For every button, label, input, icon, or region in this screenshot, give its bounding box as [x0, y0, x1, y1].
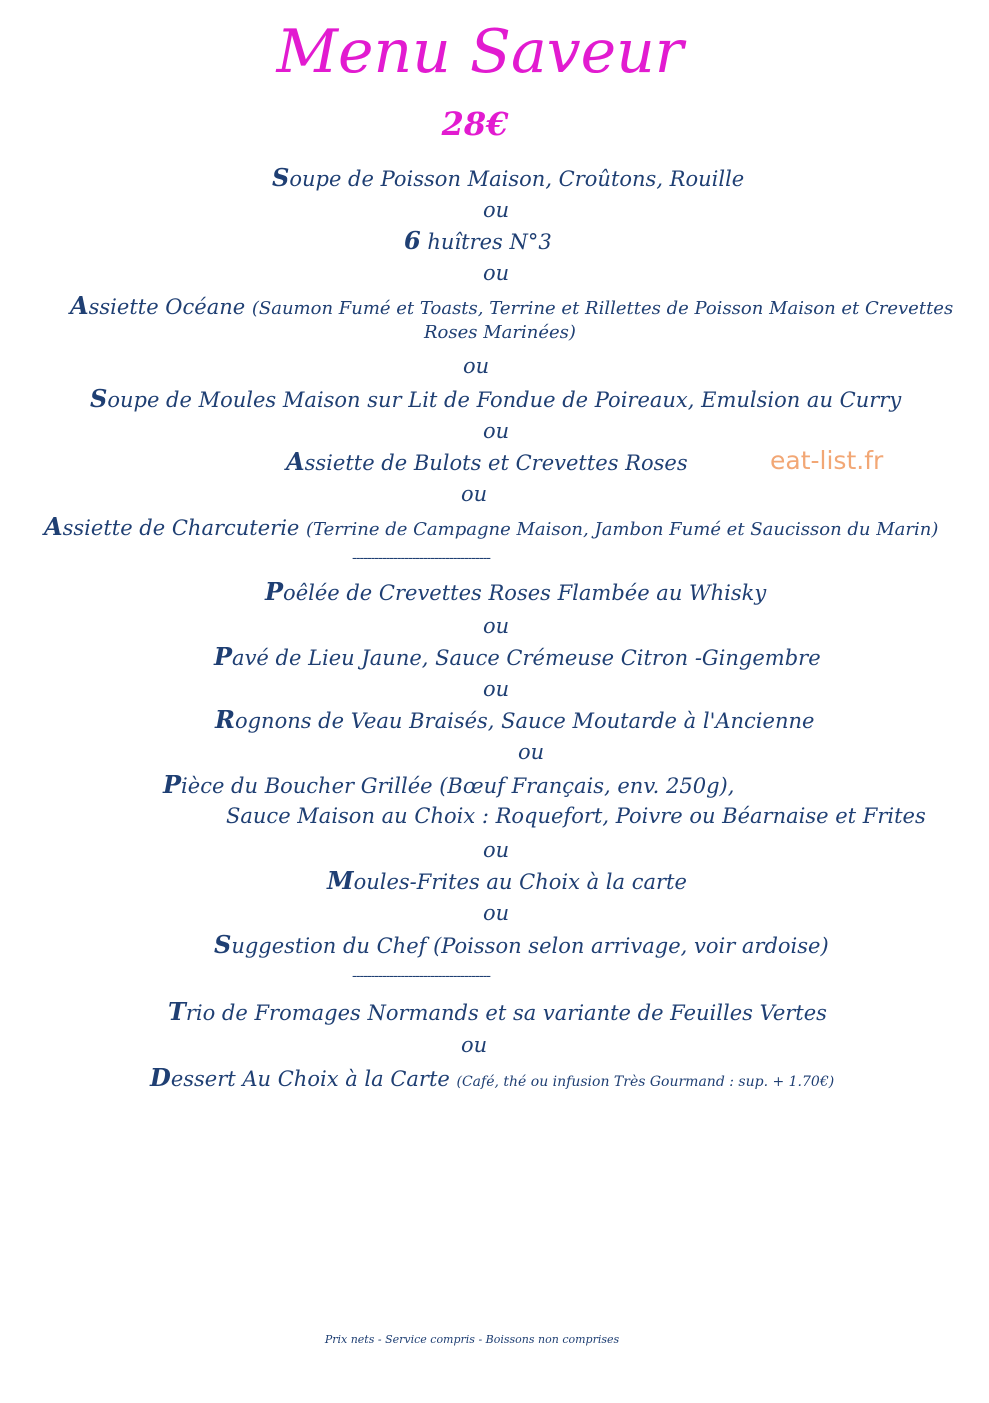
or-separator: ou: [518, 740, 545, 764]
or-separator: ou: [483, 261, 510, 285]
starter-fish-soup: Soupe de Poisson Maison, Croûtons, Rouille: [272, 163, 745, 192]
watermark-logo: eat-list.fr: [770, 446, 884, 475]
footer-note: Prix nets - Service compris - Boissons non comprises: [324, 1333, 620, 1346]
or-separator: ou: [461, 1033, 488, 1057]
main-piece-boucher: Pièce du Boucher Grillée (Bœuf Français, env. 250g),: [163, 770, 735, 799]
starter-bulots: Assiette de Bulots et Crevettes Roses: [286, 447, 688, 476]
or-separator: ou: [483, 614, 510, 638]
or-separator: ou: [483, 838, 510, 862]
section-divider: -------------------------------------: [352, 968, 491, 984]
main-crevettes: Poêlée de Crevettes Roses Flambée au Whisky: [265, 577, 767, 606]
main-suggestion-chef: Suggestion du Chef (Poisson selon arrivage, voir ardoise): [214, 930, 829, 959]
or-separator: ou: [463, 354, 490, 378]
dessert-au-choix: Dessert Au Choix à la Carte (Café, thé ou infusion Très Gourmand : sup. + 1.70€): [150, 1063, 835, 1092]
starter-assiette-oceane: Assiette Océane (Saumon Fumé et Toasts, Terrine et Rillettes de Poisson Maison et Crevettes: [70, 291, 954, 320]
main-lieu-jaune: Pavé de Lieu Jaune, Sauce Crémeuse Citron -Gingembre: [214, 642, 821, 671]
or-separator: ou: [483, 901, 510, 925]
main-rognons: Rognons de Veau Braisés, Sauce Moutarde à l'Ancienne: [215, 705, 815, 734]
starter-charcuterie: Assiette de Charcuterie (Terrine de Campagne Maison, Jambon Fumé et Saucisson du Marin): [44, 512, 939, 541]
starter-assiette-oceane-detail: Roses Marinées): [424, 322, 576, 343]
or-separator: ou: [483, 677, 510, 701]
or-separator: ou: [483, 198, 510, 222]
section-divider: -------------------------------------: [352, 550, 491, 566]
dessert-fromages: Trio de Fromages Normands et sa variante de Feuilles Vertes: [168, 997, 827, 1026]
menu-title: Menu Saveur: [276, 17, 684, 87]
main-moules-frites: Moules-Frites au Choix à la carte: [327, 866, 687, 895]
menu-price: 28€: [441, 105, 509, 143]
starter-mussel-soup: Soupe de Moules Maison sur Lit de Fondue de Poireaux, Emulsion au Curry: [90, 384, 902, 413]
main-piece-boucher-sauce: Sauce Maison au Choix : Roquefort, Poivre ou Béarnaise et Frites: [226, 804, 926, 828]
or-separator: ou: [461, 482, 488, 506]
or-separator: ou: [483, 419, 510, 443]
starter-oysters: 6 huîtres N°3: [404, 226, 552, 255]
